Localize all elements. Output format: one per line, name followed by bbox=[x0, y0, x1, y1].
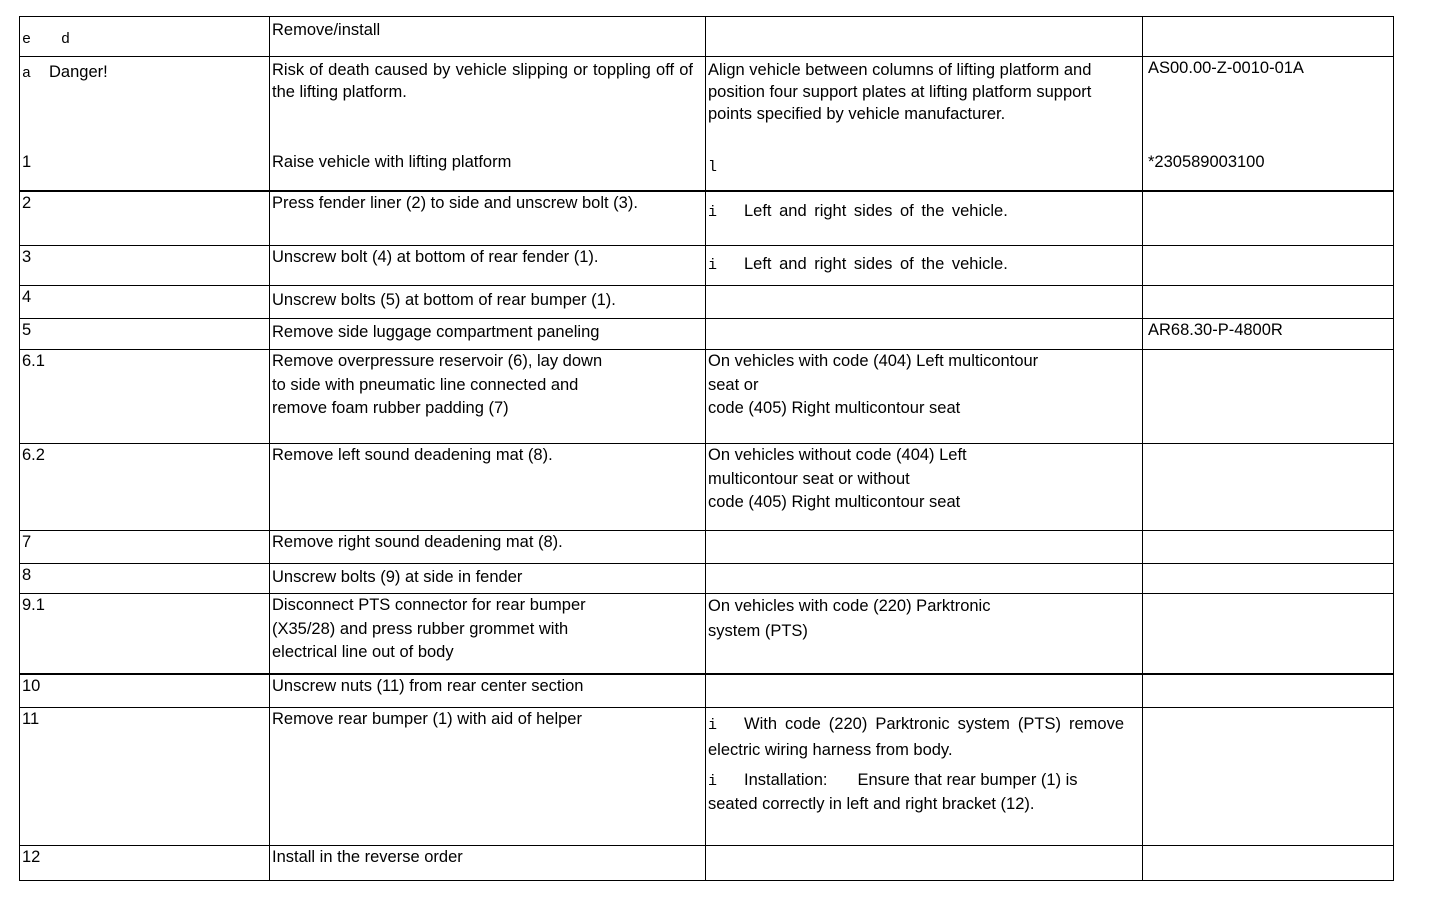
step-num: 7 bbox=[20, 531, 270, 564]
step-note: On vehicles without code (404) Left multicontour seat or without code (405) Right multicontour seat bbox=[706, 444, 1143, 531]
step-text: Press fender liner (2) to side and unscrew bolt (3). bbox=[270, 191, 706, 246]
step-num: 6.2 bbox=[20, 444, 270, 531]
step-note: Left and right sides of the vehicle. bbox=[744, 255, 1008, 273]
step-note bbox=[706, 531, 1143, 564]
step-note bbox=[706, 319, 1143, 350]
step-note: On vehicles with code (404) Left multicontour seat or code (405) Right multicontour seat bbox=[706, 350, 1143, 444]
step-note: Left and right sides of the vehicle. bbox=[744, 201, 1008, 220]
step-row-9-1 bbox=[20, 594, 1394, 674]
step-row-7 bbox=[20, 531, 1394, 564]
step-text: Unscrew nuts (11) from rear center section bbox=[270, 674, 706, 708]
danger-label: Danger! bbox=[49, 63, 108, 81]
danger-measure-text: Align vehicle between columns of lifting platform and position four support plates at lifting platform support points specified by vehicle manufacturer. bbox=[706, 57, 1143, 151]
header-symbol-cell bbox=[20, 17, 270, 57]
lifting-platform-icon: l bbox=[708, 158, 718, 176]
step-text: Disconnect PTS connector for rear bumper (X35/28) and press rubber grommet with electrical line out of body bbox=[270, 594, 706, 674]
header-title: Remove/install bbox=[270, 17, 706, 57]
step-reference bbox=[1143, 350, 1394, 444]
step-text: Unscrew bolt (4) at bottom of rear fender (1). bbox=[270, 246, 706, 286]
step-reference: AR68.30-P-4800R bbox=[1143, 319, 1394, 350]
step-text: Unscrew bolts (9) at side in fender bbox=[270, 564, 706, 594]
header-empty-2 bbox=[1143, 17, 1394, 57]
step-note bbox=[706, 564, 1143, 594]
step-note: With code (220) Parktronic system (PTS) remove electric wiring harness from body. bbox=[708, 715, 1124, 759]
step-row-2 bbox=[20, 191, 1394, 246]
info-icon: i bbox=[708, 717, 718, 734]
step-reference bbox=[1143, 846, 1394, 881]
e-symbol: e bbox=[22, 31, 32, 48]
step-text: Remove right sound deadening mat (8). bbox=[270, 531, 706, 564]
header-row bbox=[20, 17, 1394, 57]
step-row-5 bbox=[20, 319, 1394, 350]
step-row-12 bbox=[20, 846, 1394, 881]
danger-warning-icon: a bbox=[22, 65, 32, 82]
step-row-11 bbox=[20, 708, 1394, 846]
step-note-cell bbox=[706, 708, 1143, 846]
info-icon: i bbox=[708, 203, 718, 221]
step-reference bbox=[1143, 444, 1394, 531]
step-note-cell bbox=[706, 246, 1143, 286]
step-reference bbox=[1143, 191, 1394, 246]
step-num: 8 bbox=[20, 564, 270, 594]
step-reference bbox=[1143, 564, 1394, 594]
step-reference: *230589003100 bbox=[1143, 151, 1394, 191]
step-text: Remove left sound deadening mat (8). bbox=[270, 444, 706, 531]
step-reference bbox=[1143, 531, 1394, 564]
danger-label-cell bbox=[20, 57, 270, 151]
procedure-table bbox=[19, 16, 1394, 881]
step-num: 5 bbox=[20, 319, 270, 350]
header-empty-1 bbox=[706, 17, 1143, 57]
step-num: 2 bbox=[20, 191, 270, 246]
step-reference bbox=[1143, 286, 1394, 319]
installation-label: Installation: bbox=[744, 771, 828, 789]
step-num: 1 bbox=[20, 151, 270, 191]
step-note bbox=[706, 286, 1143, 319]
step-row-10 bbox=[20, 674, 1394, 708]
danger-risk-text: Risk of death caused by vehicle slipping or toppling off of the lifting platform. bbox=[270, 57, 706, 151]
step-row-8 bbox=[20, 564, 1394, 594]
info-icon: i bbox=[708, 773, 718, 790]
danger-reference: AS00.00-Z-0010-01A bbox=[1143, 57, 1394, 151]
step-num: 10 bbox=[20, 674, 270, 708]
step-reference bbox=[1143, 708, 1394, 846]
step-reference bbox=[1143, 246, 1394, 286]
installation-note: Ensure that rear bumper (1) is seated correctly in left and right bracket (12). bbox=[708, 771, 1078, 813]
step-text: Remove rear bumper (1) with aid of helper bbox=[270, 708, 706, 846]
step-text: Install in the reverse order bbox=[270, 846, 706, 881]
step-num: 9.1 bbox=[20, 594, 270, 674]
step-text: Remove side luggage compartment paneling bbox=[270, 319, 706, 350]
step-row-4 bbox=[20, 286, 1394, 319]
step-num: 4 bbox=[20, 286, 270, 319]
step-row-6-2 bbox=[20, 444, 1394, 531]
step-reference bbox=[1143, 594, 1394, 674]
step-num: 3 bbox=[20, 246, 270, 286]
step-row-3 bbox=[20, 246, 1394, 286]
step-num: 11 bbox=[20, 708, 270, 846]
installation-note-block bbox=[708, 769, 1124, 816]
danger-row bbox=[20, 57, 1394, 151]
step-row-1 bbox=[20, 151, 1394, 191]
step-row-6-1 bbox=[20, 350, 1394, 444]
step-note bbox=[706, 674, 1143, 708]
step-text: Remove overpressure reservoir (6), lay down to side with pneumatic line connected and remove foam rubber padding (7) bbox=[270, 350, 706, 444]
step-note: On vehicles with code (220) Parktronic system (PTS) bbox=[706, 594, 1143, 674]
step-note-cell bbox=[706, 151, 1143, 191]
step-num: 12 bbox=[20, 846, 270, 881]
step-note bbox=[706, 846, 1143, 881]
step-reference bbox=[1143, 674, 1394, 708]
d-symbol: d bbox=[61, 31, 71, 48]
step-note-cell bbox=[706, 191, 1143, 246]
info-icon: i bbox=[708, 257, 718, 274]
step-num: 6.1 bbox=[20, 350, 270, 444]
step-text: Unscrew bolts (5) at bottom of rear bumper (1). bbox=[270, 286, 706, 319]
step-text: Raise vehicle with lifting platform bbox=[270, 151, 706, 191]
step-note-block bbox=[708, 712, 1124, 763]
